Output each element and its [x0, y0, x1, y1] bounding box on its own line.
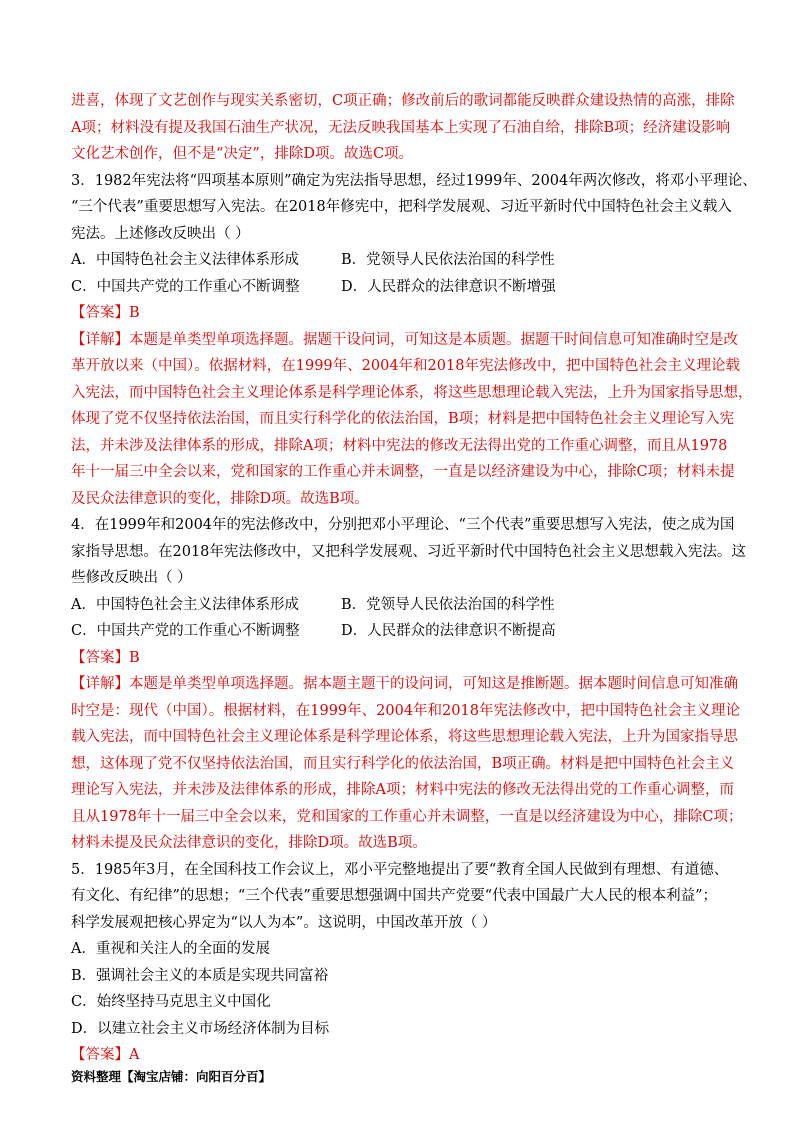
- question-3: [71, 168, 757, 513]
- question-stem-line: “三个代表”重要思想写入宪法。在2018年修宪中，把科学发展观、习近平新时代中国特色社会主义载入: [71, 199, 732, 215]
- options-row: [71, 247, 731, 274]
- page-footer: 资料整理【淘宝店铺：向阳百分百】: [71, 1069, 272, 1084]
- question-stem-line: 家指导思想。在2018年宪法修改中，又把科学发展观、习近平新时代中国特色社会主义思想载入宪法。这: [71, 543, 746, 560]
- question-stem-line: 宪法。上述修改反映出（ ）: [71, 225, 250, 242]
- option-d: D．人民群众的法律意识不断提高: [341, 623, 556, 639]
- previous-explanation: [71, 88, 735, 168]
- text-line: 文化艺术创作，但不是“决定”，排除D项。故选C项。: [71, 146, 414, 162]
- options-row: [71, 274, 731, 301]
- option-c: C．始终坚持马克思主义中国化: [71, 994, 271, 1010]
- option-c: C．中国共产党的工作重心不断调整: [71, 278, 300, 295]
- text-line: 进喜，体现了文艺创作与现实关系密切，C项正确；修改前后的歌词都能反映群众建设热情的高涨，排除: [71, 93, 735, 109]
- option-a: A．中国特色社会主义法律体系形成: [71, 596, 299, 613]
- text-line: 且从1978年十一届三中全会以来，党和国家的工作重心并未调整，一直是以经济建设为中心，排除C项；: [71, 808, 743, 825]
- option-c: C．中国共产党的工作重心不断调整: [71, 623, 300, 639]
- question-4: [71, 512, 746, 857]
- text-line: 时空是：现代（中国）。根据材料，在1999年、2004年和2018年宪法修改中，把中国特色社会主义理论: [71, 702, 740, 719]
- text-line: 想，这体现了党不仅坚持依法治国，而且实行科学化的依法治国，B项正确。材料是把中国特色社会主义: [71, 755, 735, 772]
- question-stem-line: 5．1985年3月，在全国科技工作会议上，邓小平完整地提出了要“教育全国人民做到有理想、有道德、: [71, 861, 729, 878]
- text-line: 年十一届三中全会以来，党和国家的工作重心并未调整，一直是以经济建设为中心，排除C项；材料未提: [71, 464, 735, 480]
- question-stem-line: 些修改反映出（ ）: [71, 570, 192, 586]
- text-line: 材料未提及民众法律意识的变化，排除D项。故选B项。: [71, 835, 427, 851]
- text-line: 入宪法，而中国特色社会主义理论体系是科学理论体系，将这些思想理论载入宪法，上升为国家指导思想，: [71, 384, 753, 401]
- options-row: [71, 618, 731, 645]
- option-d: D．人民群众的法律意识不断增强: [341, 278, 556, 295]
- text-line: 体现了党不仅坚持依法治国，而且实行科学化的依法治国，B项；材料是把中国特色社会主义理论写入宪: [71, 411, 735, 427]
- options-row: [71, 592, 731, 619]
- text-line: 及民众法律意识的变化，排除D项。故选B项。: [71, 490, 369, 507]
- text-line: 【详解】本题是单类型单项选择题。据本题主题干的设问词，可知这是推断题。据本题时间信息可知准确: [71, 676, 738, 692]
- explanation: [71, 671, 743, 857]
- option-b: B．强调社会主义的本质是实现共同富裕: [71, 967, 329, 984]
- explanation: [71, 327, 753, 513]
- question-stem-line: 3．1982年宪法将“四项基本原则”确定为宪法指导思想，经过1999年、2004年两次修改，将邓小平理论、: [71, 172, 757, 189]
- option-a: A．中国特色社会主义法律体系形成: [71, 252, 299, 268]
- option-b: B．党领导人民依法治国的科学性: [341, 596, 555, 613]
- text-line: 载入宪法，而中国特色社会主义理论体系是科学理论体系，将这些思想理论载入宪法，上升为国家指导思: [71, 729, 738, 745]
- question-stem-line: 有文化、有纪律”的思想；“三个代表”重要思想强调中国共产党要“代表中国最广大人民的根本利益”；: [71, 888, 718, 904]
- text-line: A项；材料没有提及我国石油生产状况，无法反映我国基本上实现了石油自给，排除B项；经济建设影响: [71, 119, 731, 136]
- text-line: 【详解】本题是单类型单项选择题。据题干设问词，可知这是本质题。据题干时间信息可知准确时空是改: [71, 331, 738, 348]
- text-line: 理论写入宪法，并未涉及法律体系的形成，排除A项；材料中宪法的修改无法得出党的工作重心调整，而: [71, 782, 734, 798]
- answer-label: 【答案】B: [71, 305, 140, 321]
- text-line: 革开放以来（中国）。依据材料，在1999年、2004年和2018年宪法修改中，把中国特色社会主义理论载: [71, 358, 740, 374]
- answer-label: 【答案】A: [71, 1047, 140, 1063]
- text-line: 法，并未涉及法律体系的形成，排除A项；材料中宪法的修改无法得出党的工作重心调整，而且从1978: [71, 437, 728, 454]
- question-stem-line: 4．在1999年和2004年的宪法修改中，分别把邓小平理论、“三个代表”重要思想写入宪法，使之成为国: [71, 517, 735, 533]
- question-stem-line: 科学发展观把核心界定为“以人为本”。这说明，中国改革开放（ ）: [71, 914, 497, 931]
- option-b: B．党领导人民依法治国的科学性: [341, 252, 555, 268]
- question-5: [71, 857, 731, 1069]
- option-d: D．以建立社会主义市场经济体制为目标: [71, 1020, 330, 1037]
- option-a: A．重视和关注人的全面的发展: [71, 941, 270, 957]
- document-content: [71, 88, 757, 1069]
- answer-label: 【答案】B: [71, 649, 140, 666]
